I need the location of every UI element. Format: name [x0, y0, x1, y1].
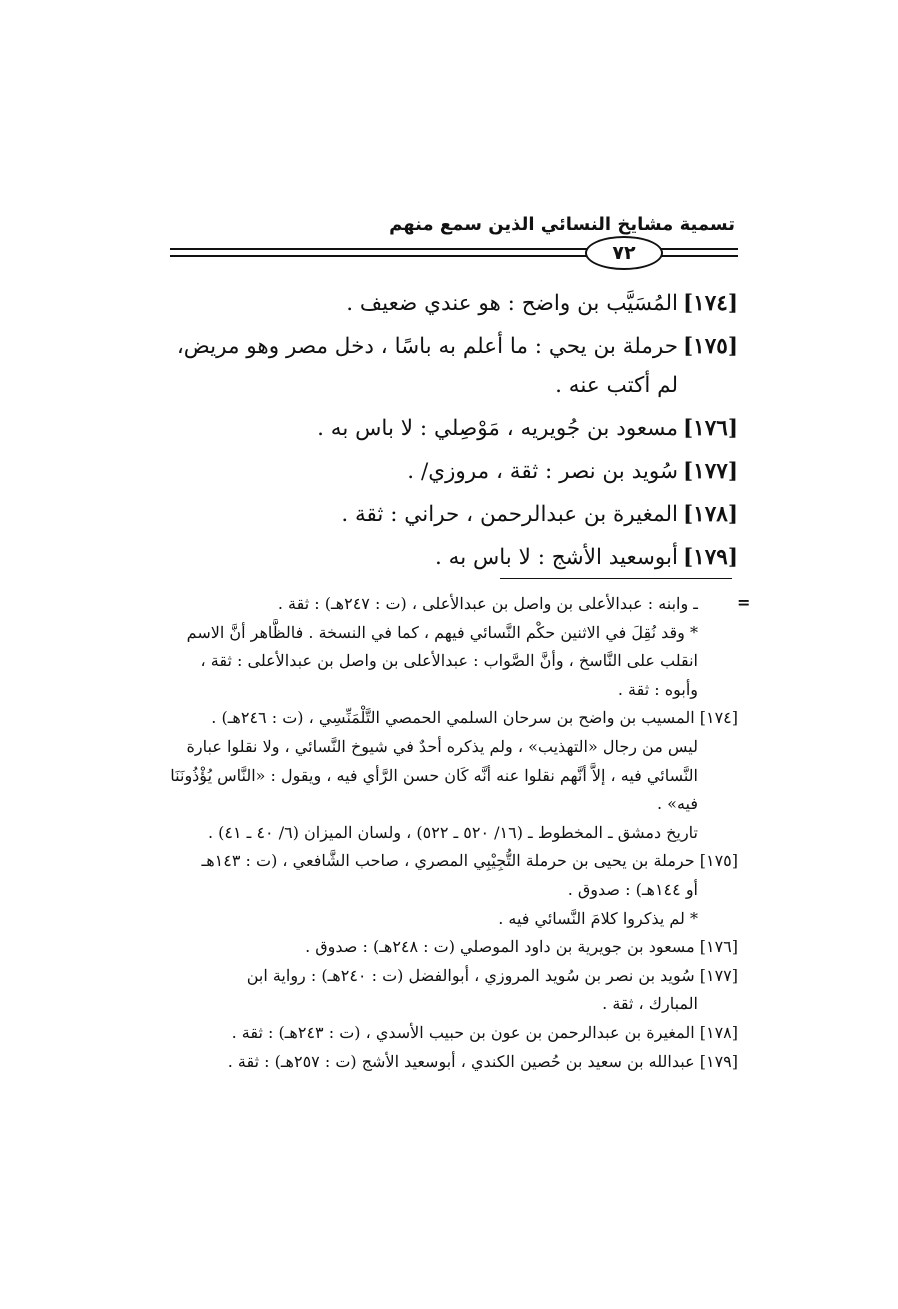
- footnote-line: ليس من رجال «التهذيب» ، ولم يذكره أحدٌ في شيوخ النَّسائي ، ولا نقلوا عبارة: [186, 736, 698, 756]
- footnote-separator: [500, 578, 732, 579]
- entry-number: [١٧٤]: [682, 291, 738, 316]
- footnote-line: [١٧٦] مسعود بن جويرية بن داود الموصلي (ت : ٢٤٨هـ) : صدوق .: [305, 937, 738, 957]
- footnote-line: * وقد نُقِلَ في الاثنين حكْم النَّسائي فيهم ، كما في النسخة . فالظَّاهر أنَّ الاسم: [186, 622, 698, 642]
- footnote-line: فيه» .: [656, 794, 698, 814]
- footnote-line: المبارك ، ثقة .: [602, 994, 698, 1014]
- entry-178: [160, 495, 738, 534]
- footnote-line: انقلب على النَّاسخ ، وأنَّ الصَّواب : عبدالأعلى بن واصل بن عبدالأعلى : ثقة ،: [200, 651, 698, 671]
- footnote-line: النَّسائي فيه ، إلاَّ أنَّهم نقلوا عنه أنَّه كَان حسن الرَّأي فيه ، ويقول : «النَّاس يُؤْذُونَنَا: [170, 765, 698, 785]
- footnote-line: [١٧٧] سُويد بن نصر بن سُويد المروزي ، أبوالفضل (ت : ٢٤٠هـ) : رواية ابن: [246, 965, 738, 985]
- entry-number: [١٧٦]: [682, 416, 738, 441]
- footnote-line: [١٧٤] المسيب بن واضح بن سرحان السلمي الحمصي التَّلْمَنِّسِي ، (ت : ٢٤٦هـ) .: [211, 708, 738, 728]
- entry-text: المُسَيَّب بن واضح : هو عندي ضعيف .: [346, 291, 678, 316]
- entry-number: [١٧٨]: [682, 502, 738, 527]
- entry-number: [١٧٩]: [682, 545, 738, 570]
- footnote-line: * لم يذكروا كلامَ النَّسائي فيه .: [498, 908, 698, 928]
- entry-175: [160, 327, 738, 405]
- entry-174: [160, 284, 738, 323]
- running-title: تسمية مشايخ النسائي الذين سمع منهم: [389, 214, 735, 235]
- entry-177: [160, 452, 738, 491]
- footnote-line: [١٧٩] عبدالله بن سعيد بن حُصين الكندي ، أبوسعيد الأشج (ت : ٢٥٧هـ) : ثقة .: [227, 1051, 738, 1071]
- footnote-line: ـ وابنه : عبدالأعلى بن واصل بن عبدالأعلى ، (ت : ٢٤٧هـ) : ثقة .: [277, 594, 698, 613]
- entry-number: [١٧٥]: [682, 334, 738, 359]
- footnote-line: [١٧٨] المغيرة بن عبدالرحمن بن عون بن حبيب الأسدي ، (ت : ٢٤٣هـ) : ثقة .: [231, 1022, 738, 1042]
- footnotes: [160, 590, 738, 1076]
- entry-179: [160, 538, 738, 577]
- entry-text: سُويد بن نصر : ثقة ، مروزي/ .: [407, 459, 678, 484]
- footnote-continuation-mark: =: [737, 593, 751, 612]
- entry-text: حرملة بن يحي : ما أعلم به باسًا ، دخل مصر وهو مريض، لم أكتب عنه .: [176, 334, 678, 398]
- entry-text: المغيرة بن عبدالرحمن ، حراني : ثقة .: [341, 502, 678, 527]
- main-entries: [160, 284, 738, 581]
- footnote-line: وأبوه : ثقة .: [617, 679, 698, 699]
- footnote-line: أو ١٤٤هـ) : صدوق .: [567, 879, 698, 899]
- entry-176: [160, 409, 738, 448]
- entry-number: [١٧٧]: [682, 459, 738, 484]
- page-number: ٧٢: [585, 236, 663, 270]
- entry-text: مسعود بن جُويريه ، مَوْصِلي : لا باس به .: [317, 416, 678, 441]
- footnote-line: [١٧٥] حرملة بن يحيى بن حرملة التُّجِيْبِي المصري ، صاحب الشَّافعي ، (ت : ١٤٣هـ: [201, 851, 738, 871]
- footnote-line: تاريخ دمشق ـ المخطوط ـ (١٦/ ٥٢٠ ـ ٥٢٢) ، ولسان الميزان (٦/ ٤٠ ـ ٤١) .: [207, 822, 698, 842]
- entry-text: أبوسعيد الأشج : لا باس به .: [435, 545, 678, 570]
